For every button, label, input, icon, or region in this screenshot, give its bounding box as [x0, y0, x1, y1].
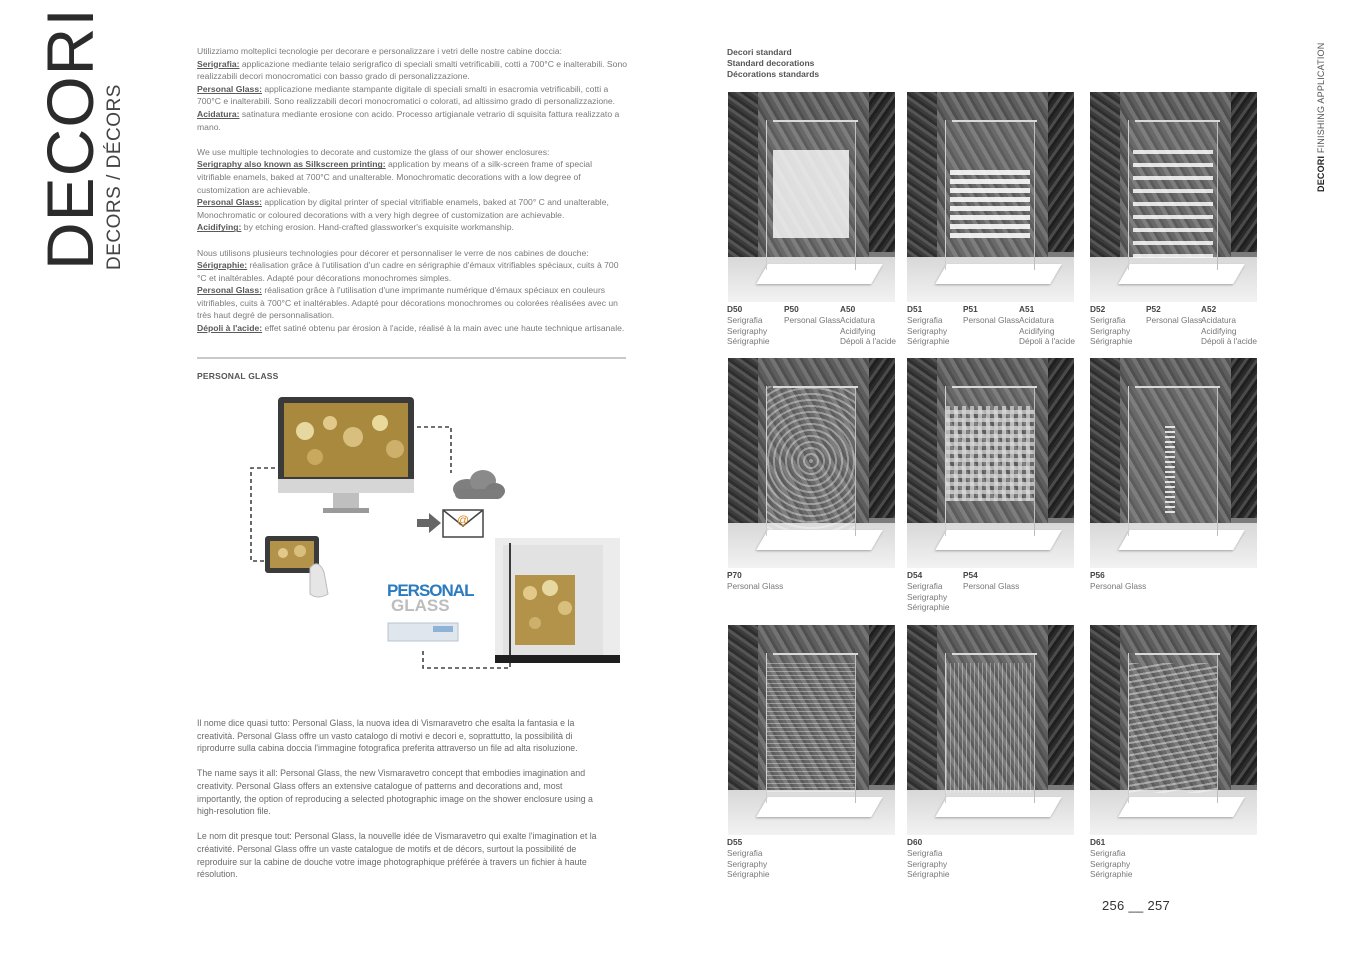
chapter-title-main: DECORI: [33, 7, 107, 270]
desc-fr: Le nom dit presque tout: Personal Glass, la nouvelle idée de Vismaravetro qui exalte l'imagination et la créativité. Personal Glass offre un vaste catalogue de motifs et de décors, surtout la possibilité de reproduire sur la cabine de douche votre image photographique préférée à travers un fichier à haute résolution.: [197, 831, 597, 880]
section-side-label: [1316, 42, 1330, 192]
decor-thumb-d55: [728, 625, 895, 835]
decor-thumb-p70: [728, 358, 895, 568]
caption-d61: D61 Serigrafia Serigraphy Sérigraphie: [1090, 837, 1133, 880]
term-desc: effet satiné obtenu par érosion à l'acide, réalisé à la main avec une haute technique artisanale.: [262, 323, 625, 334]
intro-en-lead: We use multiple technologies to decorate and customize the glass of our shower enclosures:: [197, 146, 550, 157]
caption-a52: A52 Acidatura Acidifying Dépoli à l'acide: [1201, 304, 1258, 347]
decor-thumb-d50: [728, 92, 895, 302]
term: Serigraphy also known as Silkscreen printing:: [197, 159, 386, 170]
decor-thumb-d54: [907, 358, 1074, 568]
personal-glass-logo: [387, 581, 474, 615]
term-desc: satinatura mediante erosione con acido. Processo artigianale vetrario di squisita fattura realizzato a mano.: [197, 108, 620, 132]
term: Personal Glass:: [197, 83, 262, 94]
section-heading: PERSONAL GLASS: [197, 371, 279, 381]
shower-render-image: [495, 538, 620, 663]
desc-en: The name says it all: Personal Glass, the new Vismaravetro concept that embodies imagination and creativity. Personal Glass offers an extensive catalogue of patterns and decorations and, most importantly, the option of reproducing a selected photographic image on the shower enclosure using a high-resolution file.: [197, 768, 593, 817]
term-desc: by etching erosion. Hand-crafted glassworker's exquisite workmanship.: [241, 222, 514, 233]
chapter-title: [33, 7, 128, 270]
camera-icon: [265, 536, 328, 597]
page-number-right: 257: [1147, 898, 1171, 913]
term: Personal Glass:: [197, 197, 262, 208]
caption-p56: P56 Personal Glass: [1090, 570, 1147, 591]
caption-d60: D60 Serigrafia Serigraphy Sérigraphie: [907, 837, 950, 880]
intro-it-lead: Utilizziamo molteplici tecnologie per decorare e personalizzare i vetri delle nostre cabine doccia:: [197, 46, 562, 56]
term: Dépoli à l'acide:: [197, 323, 263, 334]
caption-d55: D55 Serigrafia Serigraphy Sérigraphie: [727, 837, 770, 880]
term-desc: application by digital printer of special vitrifiable enamels, baked at 700° C and unalterable, Monochromatic or coloured decorations with a very high degree of customization are achievable.: [197, 197, 609, 220]
caption-d52: D52 Serigrafia Serigraphy Sérigraphie: [1090, 304, 1133, 347]
page-numbers: 256 __ 257: [1102, 898, 1171, 913]
caption-d51: D51 Serigrafia Serigraphy Sérigraphie: [907, 304, 950, 347]
caption-a51: A51 Acidatura Acidifying Dépoli à l'acide: [1019, 304, 1076, 347]
term-desc: applicazione mediante stampante digitale di speciali smalti in esacromia vetrificabili, cotti a 700°C e inalterabili. Sono realizzabili decori monocromatici o colorati, ad altissimo grado di personalizzazione.: [197, 83, 616, 107]
logo-bottom-text: GLASS: [391, 596, 450, 615]
personal-glass-illustration: [245, 393, 635, 683]
term: Acidatura:: [197, 108, 240, 119]
intro-fr-lead: Nous utilisons plusieurs technologies pour décorer et personnaliser le verre de nos cabines de douche:: [197, 247, 589, 258]
term-desc: réalisation grâce à l'utilisation d'une imprimante numérique d'émaux spéciaux en couleurs vitrifiables, cuits à 700°C et inaltérables. Adapté pour décorations monochromes ou colorées réalisées avec un très haut degré de personnalisation.: [197, 285, 618, 321]
cloud-icon: [453, 470, 505, 499]
logo-top-text: PERSONAL: [387, 581, 474, 600]
caption-a50: A50 Acidatura Acidifying Dépoli à l'acide: [840, 304, 897, 347]
decor-header-fr: Décorations standards: [727, 69, 820, 79]
decor-thumb-d52: [1090, 92, 1257, 302]
caption-d50: D50 Serigrafia Serigraphy Sérigraphie: [727, 304, 770, 347]
term-desc: applicazione mediante telaio serigrafico di speciali smalti vetrificabili, cotti a 700°C e inalterabili. Sono realizzabili decori monocromatici con basso grado di personalizzazione.: [197, 58, 628, 82]
caption-p70: P70 Personal Glass: [727, 570, 784, 591]
decor-header: [727, 47, 819, 80]
decor-thumb-d61: [1090, 625, 1257, 835]
decor-thumb-d60: [907, 625, 1074, 835]
intro-en: [197, 146, 627, 234]
decor-thumb-p56: [1090, 358, 1257, 568]
term: Acidifying:: [197, 222, 242, 233]
term: Personal Glass:: [197, 285, 262, 296]
decor-header-it: Decori standard: [727, 47, 792, 57]
caption-p50: P50 Personal Glass: [784, 304, 841, 325]
desc-it: Il nome dice quasi tutto: Personal Glass, la nuova idea di Vismaravetro che esalta la fantasia e la creatività. Personal Glass offre un vasto catalogo di motivi e decori e, soprattutto, la possibilità di riprodurre sulla cabina doccia l'immagine fotografica preferita attraverso un file ad alta risoluzione.: [197, 718, 578, 754]
term-desc: application by means of a silk-screen frame of special vitrifiable enamels, baked at 700°C and unalterable. Monochromatic decorations with a low degree of customization are achievable.: [197, 159, 592, 195]
caption-d54: D54 Serigrafia Serigraphy Sérigraphie: [907, 570, 950, 613]
term: Serigrafia:: [197, 58, 240, 69]
decor-header-en: Standard decorations: [727, 58, 815, 68]
connector-line: [417, 427, 451, 473]
page-number-left: 256: [1102, 898, 1125, 913]
caption-p54: P54 Personal Glass: [963, 570, 1020, 591]
printer-icon: [388, 623, 458, 641]
at-symbol: @: [456, 513, 470, 527]
arrow-right-icon: [417, 513, 441, 533]
intro-it: [197, 45, 627, 133]
monitor-icon: [278, 397, 414, 513]
divider: [197, 357, 626, 359]
caption-p51: P51 Personal Glass: [963, 304, 1020, 325]
side-label-bold: DECORI: [1316, 155, 1326, 192]
intro-fr: [197, 247, 627, 335]
caption-p52: P52 Personal Glass: [1146, 304, 1203, 325]
chapter-title-sub: DECORS / DÉCORS: [104, 84, 125, 270]
side-label-rest: FINISHING APPLICATION: [1316, 42, 1326, 156]
term-desc: réalisation grâce à l'utilisation d'un cadre en sérigraphie d'émaux vitrifiables spéciaux, cuits à 700 °C et inaltérables. Adapté pour décorations monochromes simples.: [197, 260, 619, 283]
decor-thumb-d51: [907, 92, 1074, 302]
personal-glass-description: [197, 717, 607, 881]
intro-text: [197, 45, 627, 347]
email-envelope-icon: [443, 510, 483, 537]
term: Sérigraphie:: [197, 260, 248, 271]
